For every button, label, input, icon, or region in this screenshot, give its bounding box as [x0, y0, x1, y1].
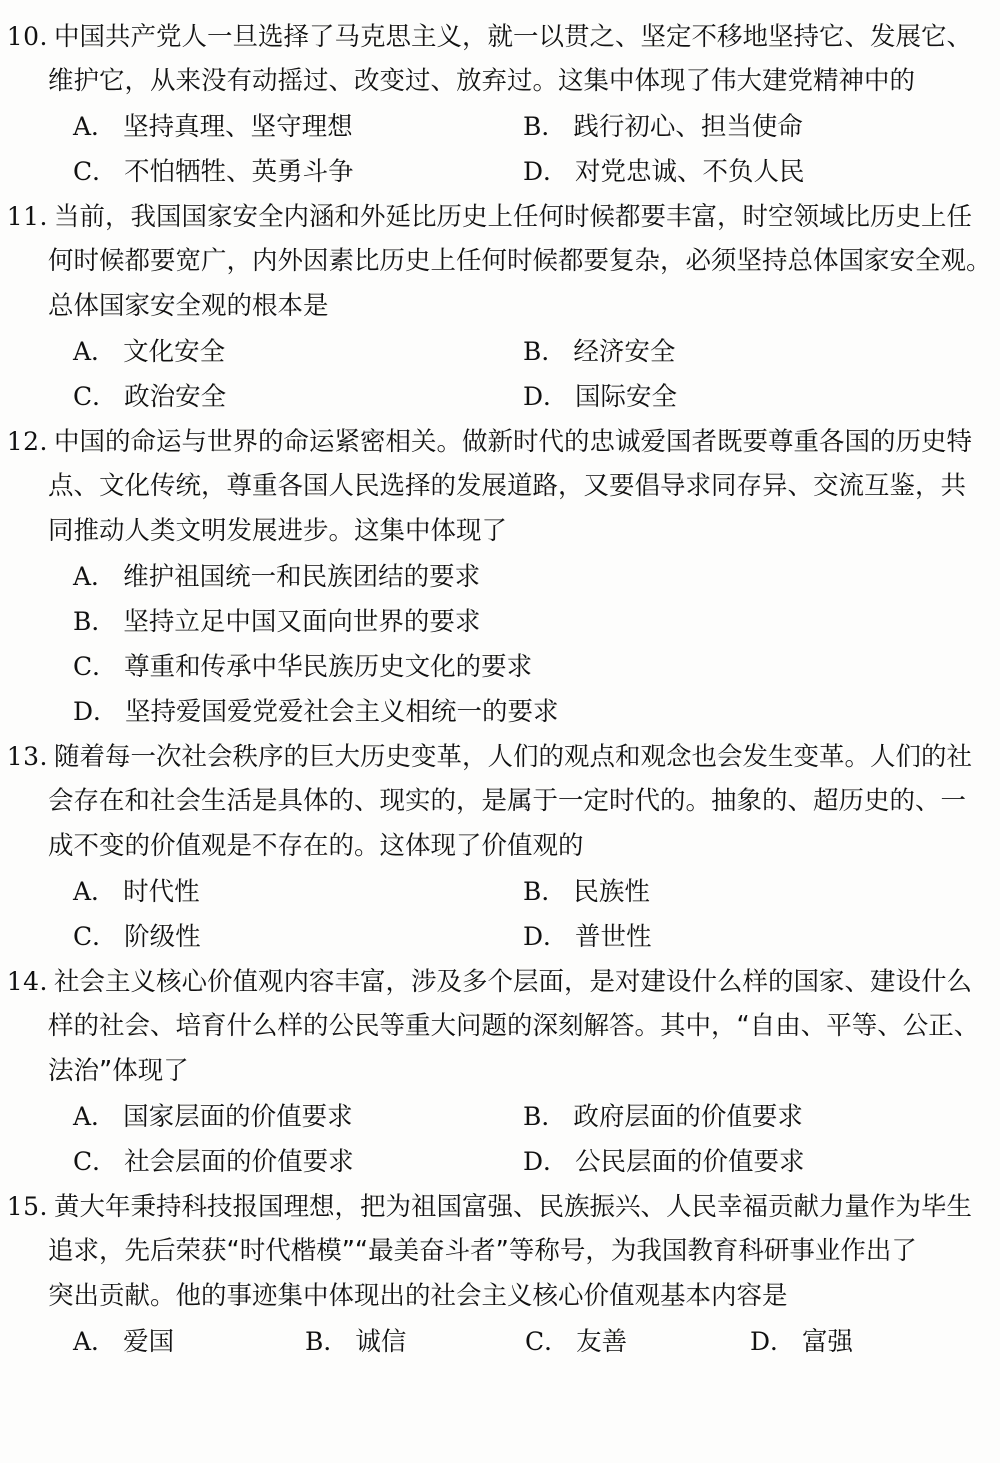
option-text: 不怕牺牲、英勇斗争 — [124, 157, 354, 187]
option-label: C． — [73, 157, 118, 186]
question-stem-text: 点、文化传统，尊重各国人民选择的发展道路，又要倡导求同存异、交流互鉴，共 — [48, 471, 967, 501]
option-text: 经济安全 — [573, 337, 676, 367]
question-stem-line — [0, 194, 1000, 239]
option-a[interactable] — [73, 554, 480, 600]
option-label: C． — [73, 1147, 118, 1176]
question-block-14 — [0, 959, 1000, 1184]
option-label: A． — [73, 337, 117, 366]
question-number: 15. — [6, 1192, 48, 1221]
question-stem-line — [0, 59, 1000, 104]
option-d[interactable] — [523, 1139, 973, 1185]
option-label: B． — [523, 337, 567, 366]
option-a[interactable] — [73, 104, 523, 150]
option-label: D． — [750, 1327, 796, 1356]
question-stem-line — [0, 464, 1000, 509]
option-text: 对党忠诚、不负人民 — [575, 157, 805, 187]
option-row — [0, 149, 1000, 194]
option-text: 尊重和传承中华民族历史文化的要求 — [124, 652, 533, 682]
question-stem-line — [0, 779, 1000, 824]
option-b[interactable] — [73, 599, 480, 645]
question-stem-line — [0, 1184, 1000, 1229]
option-text: 公民层面的价值要求 — [575, 1147, 805, 1177]
option-row — [0, 644, 1000, 689]
option-d[interactable] — [523, 149, 973, 195]
option-text: 诚信 — [355, 1327, 407, 1357]
question-stem-line — [0, 734, 1000, 779]
option-text: 坚持立足中国又面向世界的要求 — [123, 607, 481, 637]
option-text: 爱国 — [123, 1327, 175, 1357]
option-label: C． — [73, 382, 118, 411]
question-stem-line — [0, 1274, 1000, 1319]
question-stem-text: 何时候都要宽广，内外因素比历史上任何时候都要复杂，必须坚持总体国家安全观。 — [48, 246, 992, 276]
option-b[interactable] — [305, 1319, 525, 1365]
question-stem-text: 追求，先后荣获“时代楷模”“最美奋斗者”等称号，为我国教育科研事业作出了 — [48, 1236, 917, 1266]
question-stem-text: 社会主义核心价值观内容丰富，涉及多个层面，是对建设什么样的国家、建设什么 — [54, 967, 973, 997]
option-b[interactable] — [523, 104, 973, 150]
option-text: 坚持真理、坚守理想 — [123, 112, 353, 142]
option-label: A． — [73, 877, 117, 906]
question-number: 11. — [6, 202, 48, 231]
question-stem-line — [0, 284, 1000, 329]
option-d[interactable] — [750, 1319, 970, 1365]
option-d[interactable] — [523, 914, 973, 960]
option-label: D． — [523, 922, 569, 951]
question-stem-text: 维护它，从来没有动摇过、改变过、放弃过。这集中体现了伟大建党精神中的 — [48, 66, 916, 96]
option-text: 阶级性 — [124, 922, 201, 952]
option-label: B． — [73, 607, 117, 636]
option-c[interactable] — [73, 1139, 523, 1185]
question-stem-text: 随着每一次社会秩序的巨大历史变革，人们的观点和观念也会发生变革。人们的社 — [54, 742, 973, 772]
option-row — [0, 689, 1000, 734]
option-label: A． — [73, 562, 117, 591]
option-text: 友善 — [576, 1327, 628, 1357]
question-stem-text: 当前，我国国家安全内涵和外延比历史上任何时候都要丰富，时空领域比历史上任 — [54, 202, 973, 232]
option-label: D． — [523, 157, 569, 186]
question-stem-line — [0, 419, 1000, 464]
question-number: 14. — [6, 967, 48, 996]
question-stem-line — [0, 14, 1000, 59]
option-label: C． — [73, 652, 118, 681]
option-a[interactable] — [73, 1094, 523, 1140]
question-stem-text: 成不变的价值观是不存在的。这体现了价值观的 — [48, 831, 584, 861]
question-stem-line — [0, 1049, 1000, 1094]
option-row — [0, 554, 1000, 599]
question-block-15 — [0, 1184, 1000, 1364]
question-stem-line — [0, 239, 1000, 284]
option-text: 社会层面的价值要求 — [124, 1147, 354, 1177]
question-number: 13. — [6, 742, 48, 771]
question-stem-line — [0, 1229, 1000, 1274]
option-text: 政府层面的价值要求 — [573, 1102, 803, 1132]
question-number: 10. — [6, 22, 48, 51]
question-stem-text: 样的社会、培育什么样的公民等重大问题的深刻解答。其中，“自由、平等、公正、 — [48, 1011, 980, 1041]
option-text: 富强 — [802, 1327, 854, 1357]
option-label: A． — [73, 1102, 117, 1131]
question-stem-text: 会存在和社会生活是具体的、现实的，是属于一定时代的。抽象的、超历史的、一 — [48, 786, 967, 816]
question-block-11 — [0, 194, 1000, 419]
option-row — [0, 374, 1000, 419]
option-row — [0, 914, 1000, 959]
option-label: A． — [73, 112, 117, 141]
question-block-12 — [0, 419, 1000, 734]
option-label: B． — [523, 1102, 567, 1131]
option-label: D． — [523, 1147, 569, 1176]
option-text: 践行初心、担当使命 — [573, 112, 803, 142]
option-b[interactable] — [523, 1094, 973, 1140]
option-text: 民族性 — [573, 877, 650, 907]
option-label: C． — [525, 1327, 570, 1356]
option-text: 普世性 — [575, 922, 652, 952]
option-row — [0, 869, 1000, 914]
question-number: 12. — [6, 427, 48, 456]
option-a[interactable] — [73, 869, 523, 915]
option-row — [0, 1319, 1000, 1364]
option-d[interactable] — [523, 374, 973, 420]
question-stem-line — [0, 959, 1000, 1004]
question-block-13 — [0, 734, 1000, 959]
option-c[interactable] — [73, 644, 532, 690]
option-text: 时代性 — [123, 877, 200, 907]
option-row — [0, 1139, 1000, 1184]
option-label: D． — [523, 382, 569, 411]
question-stem-text: 突出贡献。他的事迹集中体现出的社会主义核心价值观基本内容是 — [48, 1281, 788, 1311]
option-text: 文化安全 — [123, 337, 226, 367]
question-block-10 — [0, 14, 1000, 194]
option-label: D． — [73, 697, 119, 726]
question-stem-text: 法治”体现了 — [48, 1056, 189, 1086]
option-a[interactable] — [73, 329, 523, 375]
question-stem-text: 中国的命运与世界的命运紧密相关。做新时代的忠诚爱国者既要尊重各国的历史特 — [54, 427, 973, 457]
option-text: 政治安全 — [124, 382, 227, 412]
option-c[interactable] — [73, 374, 523, 420]
option-text: 坚持爱国爱党爱社会主义相统一的要求 — [125, 697, 559, 727]
option-label: B． — [523, 112, 567, 141]
option-label: A． — [73, 1327, 117, 1356]
option-row — [0, 1094, 1000, 1139]
question-stem-text: 同推动人类文明发展进步。这集中体现了 — [48, 516, 508, 546]
option-label: B． — [523, 877, 567, 906]
option-c[interactable] — [73, 914, 523, 960]
option-row — [0, 329, 1000, 374]
option-d[interactable] — [73, 689, 559, 735]
option-b[interactable] — [523, 869, 973, 915]
option-text: 国际安全 — [575, 382, 678, 412]
option-row — [0, 104, 1000, 149]
option-a[interactable] — [73, 1319, 305, 1365]
question-stem-line — [0, 509, 1000, 554]
question-stem-line — [0, 824, 1000, 869]
option-row — [0, 599, 1000, 644]
question-stem-text: 黄大年秉持科技报国理想，把为祖国富强、民族振兴、人民幸福贡献力量作为毕生 — [54, 1192, 973, 1222]
option-label: C． — [73, 922, 118, 951]
option-text: 国家层面的价值要求 — [123, 1102, 353, 1132]
option-text: 维护祖国统一和民族团结的要求 — [123, 562, 481, 592]
option-c[interactable] — [525, 1319, 750, 1365]
option-label: B． — [305, 1327, 349, 1356]
option-c[interactable] — [73, 149, 523, 195]
question-stem-text: 总体国家安全观的根本是 — [48, 291, 329, 321]
question-stem-text: 中国共产党人一旦选择了马克思主义，就一以贯之、坚定不移地坚持它、发展它、 — [54, 22, 973, 52]
question-stem-line — [0, 1004, 1000, 1049]
option-b[interactable] — [523, 329, 973, 375]
